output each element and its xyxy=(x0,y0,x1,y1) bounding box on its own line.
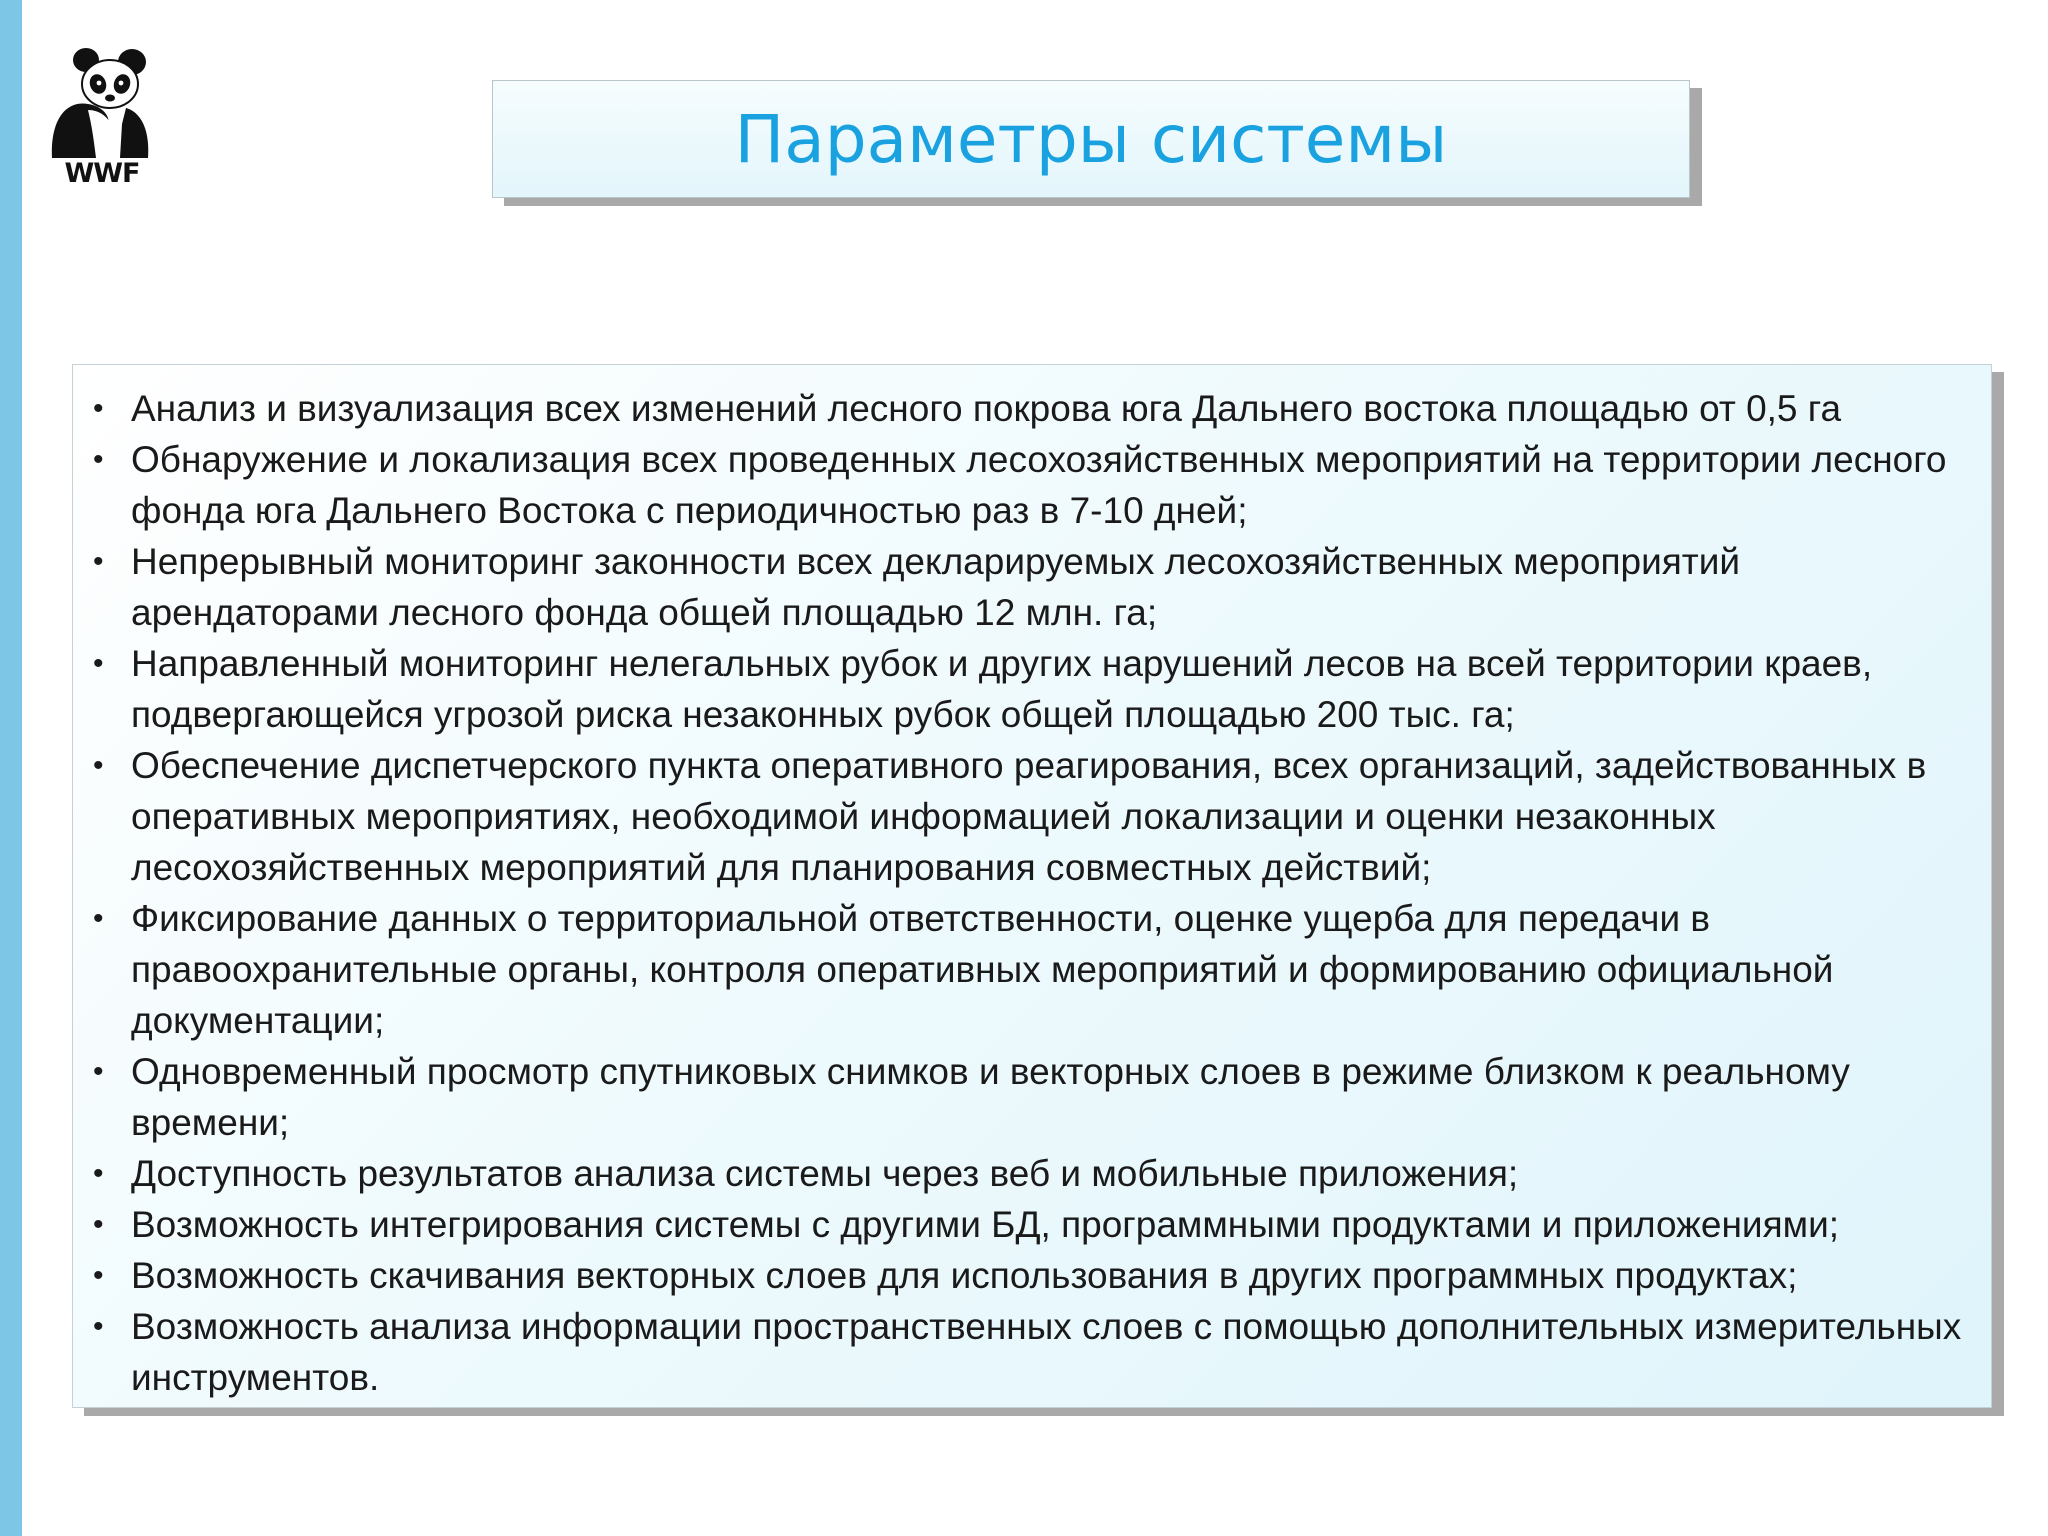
wwf-logo xyxy=(48,46,152,196)
bullet-icon: • xyxy=(93,902,104,935)
list-item xyxy=(93,1199,1967,1250)
content-box xyxy=(72,364,1992,1408)
bullet-icon: • xyxy=(93,1157,104,1190)
bullet-icon: • xyxy=(93,749,104,782)
list-item xyxy=(93,383,1967,434)
bullet-icon: • xyxy=(93,1259,104,1292)
list-item-text: Возможность анализа информации пространственных слоев с помощью дополнительных измерительных инструментов. xyxy=(131,1306,1962,1398)
list-item xyxy=(93,1250,1967,1301)
left-accent-bar xyxy=(0,0,22,1536)
list-item-text: Доступность результатов анализа системы через веб и мобильные приложения; xyxy=(131,1153,1519,1194)
list-item-text: Непрерывный мониторинг законности всех декларируемых лесохозяйственных мероприятий арендаторами лесного фонда общей площадью 12 млн. га; xyxy=(131,541,1741,633)
panda-icon xyxy=(48,46,152,158)
list-item xyxy=(93,740,1967,893)
list-item-text: Фиксирование данных о территориальной ответственности, оценке ущерба для передачи в правоохранительные органы, контроля оперативных мероприятий и формированию официальной документации; xyxy=(131,898,1834,1041)
bullet-icon: • xyxy=(93,443,104,476)
list-item xyxy=(93,638,1967,740)
title-box xyxy=(492,80,1690,198)
list-item-text: Обеспечение диспетчерского пункта оперативного реагирования, всех организаций, задействованных в оперативных мероприятиях, необходимой информацией локализации и оценки незаконных лесохозяйственных мероприятий для планирования совместных действий; xyxy=(131,745,1927,888)
list-item xyxy=(93,1046,1967,1148)
list-item xyxy=(93,434,1967,536)
list-item xyxy=(93,1301,1967,1403)
bullet-icon: • xyxy=(93,1208,104,1241)
bullet-icon: • xyxy=(93,647,104,680)
bullet-icon: • xyxy=(93,1310,104,1343)
bullet-icon: • xyxy=(93,392,104,425)
list-item-text: Возможность интегрирования системы с другими БД, программными продуктами и приложениями; xyxy=(131,1204,1840,1245)
list-item xyxy=(93,536,1967,638)
list-item-text: Одновременный просмотр спутниковых снимков и векторных слоев в режиме близком к реальному времени; xyxy=(131,1051,1850,1143)
bullet-icon: • xyxy=(93,545,104,578)
list-item-text: Направленный мониторинг нелегальных рубок и других нарушений лесов на всей территории краев, подвергающейся угрозой риска незаконных рубок общей площадью 200 тыс. га; xyxy=(131,643,1873,735)
wwf-logo-text: WWF xyxy=(64,158,140,189)
bullet-list xyxy=(73,365,1991,1403)
list-item xyxy=(93,1148,1967,1199)
list-item xyxy=(93,893,1967,1046)
list-item-text: Обнаружение и локализация всех проведенных лесохозяйственных мероприятий на территории лесного фонда юга Дальнего Востока с периодичностью раз в 7-10 дней; xyxy=(131,439,1947,531)
list-item-text: Анализ и визуализация всех изменений лесного покрова юга Дальнего востока площадью от 0,5 га xyxy=(131,388,1842,429)
bullet-icon: • xyxy=(93,1055,104,1088)
page-title: Параметры системы xyxy=(734,100,1448,178)
list-item-text: Возможность скачивания векторных слоев для использования в других программных продуктах; xyxy=(131,1255,1798,1296)
